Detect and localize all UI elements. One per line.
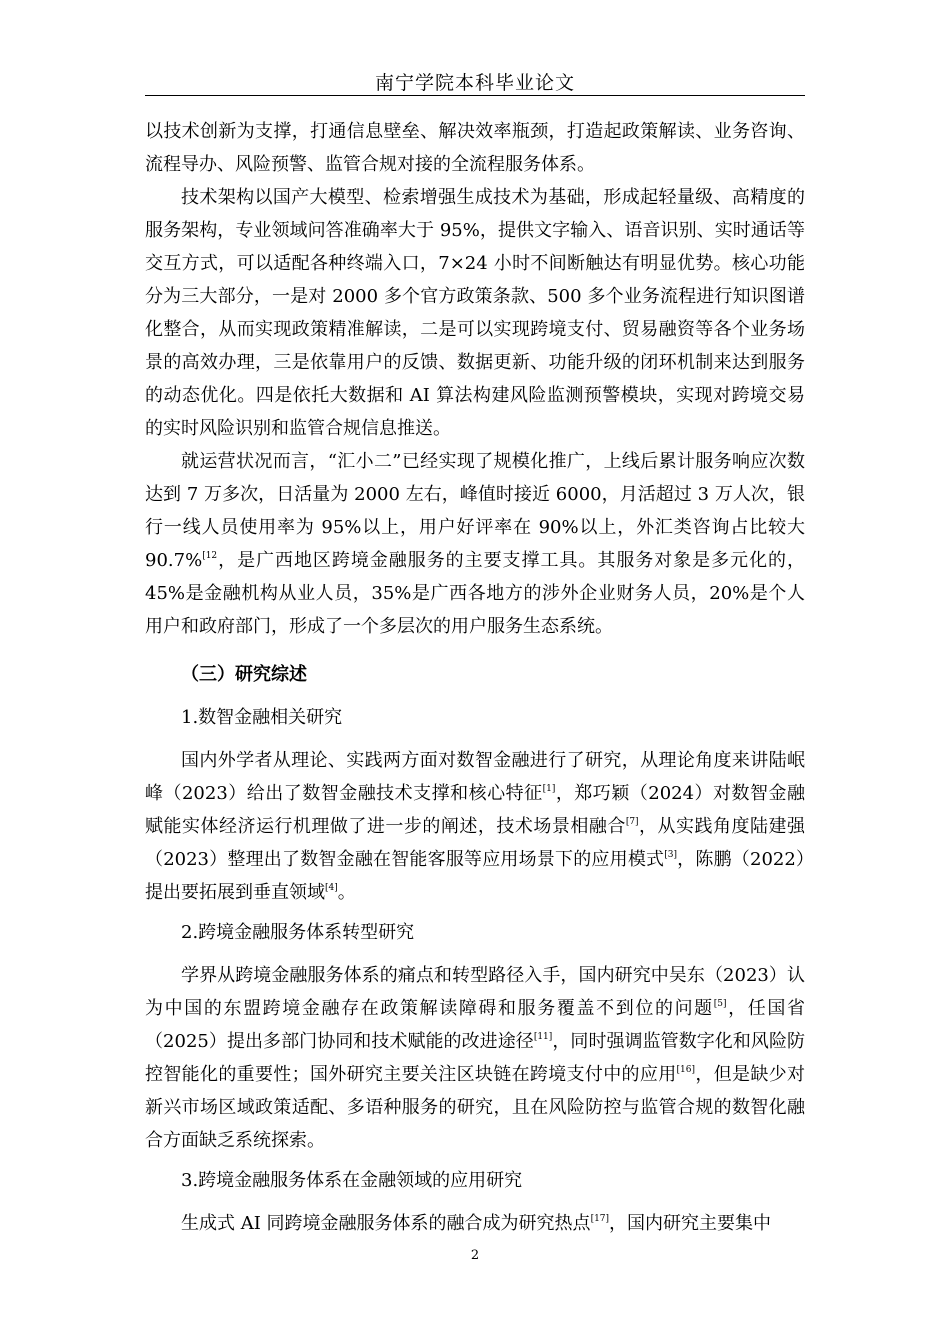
citation-mark: [4]	[325, 883, 338, 893]
citation-mark: [16]	[676, 1065, 696, 1075]
subsection-heading: 1.数智金融相关研究	[181, 707, 343, 728]
paragraph-text: 。	[337, 882, 356, 903]
paragraph-text: ，从实践角度陆建强（2023）整理出了数智金融在智能客服等应用场景下的应用模式	[145, 816, 805, 870]
paragraph-transformation	[145, 959, 805, 1157]
subsection-heading: 3.跨境金融服务体系在金融领域的应用研究	[181, 1170, 523, 1191]
citation-mark: [11]	[533, 1032, 553, 1042]
paragraph-text: 技术架构以国产大模型、检索增强生成技术为基础，形成起轻量级、高精度的服务架构，专业领域问答准确率大于 95%，提供文字输入、语音识别、实时通话等交互方式，可以适配各种终端入口，7×24 小时不间断触达有明显优势。核心功能分为三大部分，一是对 2000 多个官方政策条款、500 多个业务流程进行知识图谱化整合，从而实现政策精准解读，二是可以实现跨境支付、贸易融资等各个业务场景的高效办理，三是依靠用户的反馈、数据更新、功能升级的闭环机制来达到服务的动态优化。四是依托大数据和 AI 算法构建风险监测预警模块，实现对跨境交易的实时风险识别和监管合规信息推送。	[145, 187, 805, 439]
running-header: 南宁学院本科毕业论文	[374, 72, 575, 94]
paragraph-text: 国内外学者从理论、实践两方面对数智金融进行了研究，从理论角度来讲陆岷峰（2023）给出了数智金融技术支撑和核心特征	[145, 750, 805, 804]
page-number: 2	[470, 1248, 480, 1263]
paragraph-operations	[145, 445, 805, 643]
header-rule	[145, 95, 805, 96]
paragraph-text: 生成式 AI 同跨境金融服务体系的融合成为研究热点	[181, 1213, 591, 1234]
citation-mark: [3]	[664, 850, 677, 860]
paragraph-text: ，国内研究主要集中	[609, 1213, 772, 1234]
paragraph-text: ，是广西地区跨境金融服务的主要支撑工具。其服务对象是多元化的，45%是金融机构从业人员，35%是广西各地方的涉外企业财务人员，20%是个人用户和政府部门，形成了一个多层次的用户服务生态系统。	[145, 550, 805, 637]
page-body	[145, 115, 805, 1240]
paragraph-text: ，同时强调监管数字化和风险防控智能化的重要性；国外研究主要关注区块链在跨境支付中的应用	[145, 1031, 805, 1085]
paragraph-application	[145, 1207, 805, 1240]
paragraph-text: ，陈鹏（2022）提出要拓展到垂直领域	[145, 849, 805, 903]
paragraph-tech-architecture	[145, 181, 805, 445]
subsection-heading: 2.跨境金融服务体系转型研究	[181, 922, 415, 943]
citation-mark: [7]	[625, 817, 639, 827]
paragraph-text: 学界从跨境金融服务体系的痛点和转型路径入手，国内研究中吴东（2023）认为中国的东盟跨境金融存在政策解读障碍和服务覆盖不到位的问题	[145, 965, 805, 1019]
paragraph-continued	[145, 115, 805, 181]
paragraph-text: 就运营状况而言，“汇小二”已经实现了规模化推广，上线后累计服务响应次数达到 7 万多次，日活量为 2000 左右，峰值时接近 6000，月活超过 3 万人次，银行一线人员使用率为 95%以上，用户好评率在 90%以上，外汇类咨询占比较大 90.7%	[145, 451, 805, 571]
paragraph-text: ，但是缺少对新兴市场区域政策适配、多语种服务的研究，且在风险防控与监管合规的数智化融合方面缺乏系统探索。	[145, 1064, 806, 1151]
citation-mark: [12	[202, 551, 218, 561]
section-heading: （三）研究综述	[181, 664, 307, 685]
citation-mark: [1]	[542, 784, 556, 794]
paragraph-text: ，任国省（2025）提出多部门协同和技术赋能的改进途径	[145, 998, 806, 1052]
paragraph-digital-finance	[145, 744, 805, 909]
citation-mark: [17]	[590, 1214, 610, 1224]
paragraph-text: 以技术创新为支撑，打通信息壁垒、解决效率瓶颈，打造起政策解读、业务咨询、流程导办、风险预警、监管合规对接的全流程服务体系。	[145, 121, 805, 175]
citation-mark: [5]	[713, 999, 727, 1009]
paragraph-text: ，郑巧颖（2024）对数智金融赋能实体经济运行机理做了进一步的阐述，技术场景相融合	[145, 783, 805, 837]
